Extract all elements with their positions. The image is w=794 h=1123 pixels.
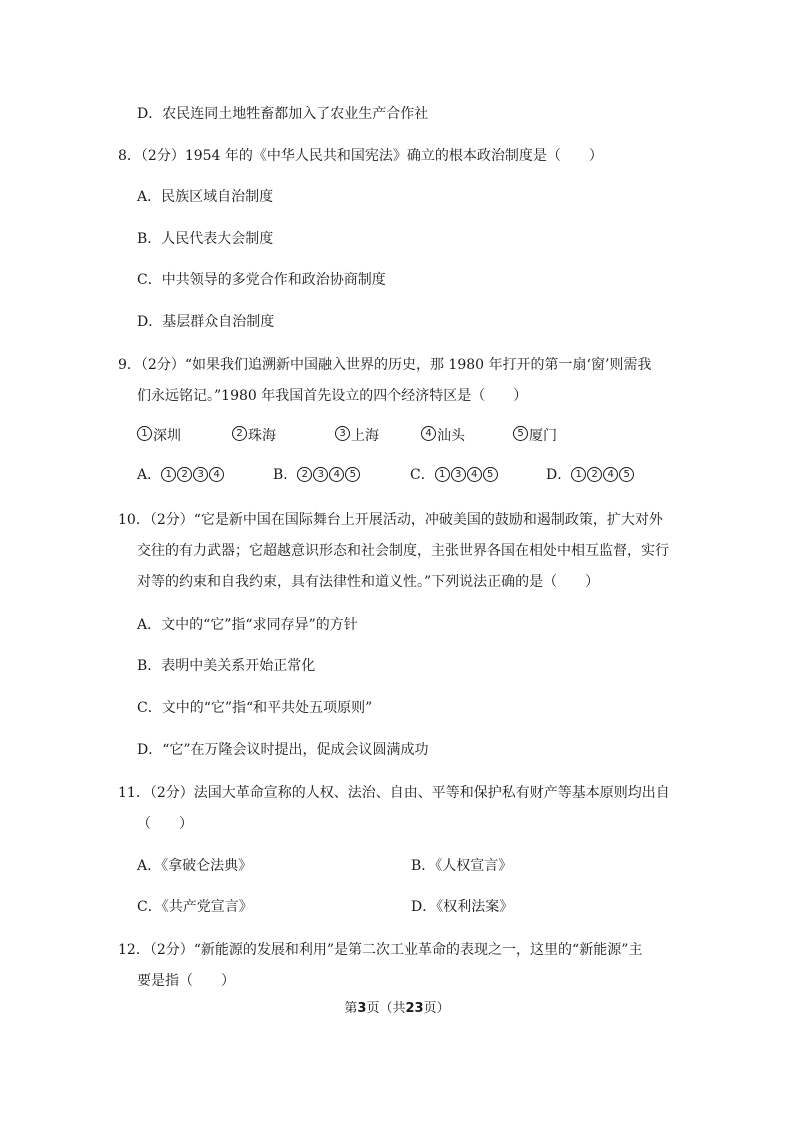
q9-item-5-name: 厦门 — [529, 428, 557, 444]
q9-option-a-num-4: 4 — [209, 467, 224, 482]
q10-option-c: C．文中的“它”指“和平共处五项原则” — [137, 700, 373, 716]
q9-stem-line-1: 9．（2分）“如果我们追溯新中国融入世界的历史，那 1980 年打开的第一扇‘窗’则需我 — [118, 357, 652, 373]
q10-option-a: A．文中的“它”指“求同存异”的方针 — [137, 617, 358, 633]
q8-option-c: C．中共领导的多党合作和政治协商制度 — [137, 272, 386, 288]
footer-total-pages: 23 — [405, 1001, 424, 1016]
q10-stem-line-3: 对等的约束和自我约束，具有法律性和道义性。”下列说法正确的是（ ） — [137, 574, 600, 590]
footer-mid: 页（共 — [366, 1001, 406, 1016]
q9-option-d-num-1: 1 — [571, 467, 586, 482]
q9-item-1 — [137, 424, 181, 446]
q10-option-b: B．表明中美关系开始正常化 — [137, 658, 316, 674]
q9-option-b-num-1: 2 — [297, 467, 312, 482]
q9-item-5 — [513, 424, 557, 446]
q9-option-a-num-2: 2 — [177, 467, 192, 482]
q9-option-a-letter: A． — [137, 467, 162, 483]
q12-stem-line-2: 要是指（ ） — [137, 973, 235, 989]
q9-option-d-num-4: 5 — [619, 467, 634, 482]
q9-stem-line-2: 们永远铭记。”1980 年我国首先设立的四个经济特区是（ ） — [137, 388, 528, 404]
q9-option-d — [546, 465, 635, 485]
q9-item-3-name: 上海 — [351, 428, 379, 444]
q11-stem-line-2: （ ） — [137, 816, 193, 832]
q9-option-d-num-2: 2 — [587, 467, 602, 482]
q9-item-2 — [232, 424, 276, 446]
q9-option-c-num-1: 1 — [435, 467, 450, 482]
footer-page-number: 3 — [357, 1001, 367, 1016]
q9-option-a-num-1: 1 — [161, 467, 176, 482]
q9-option-a — [137, 465, 225, 485]
q8-option-a: A．民族区域自治制度 — [137, 189, 274, 205]
q9-item-4-number: 4 — [421, 426, 436, 441]
q9-item-4 — [421, 424, 465, 446]
q9-option-c — [410, 465, 499, 485]
q11-stem-line-1: 11．（2分）法国大革命宣称的人权、法治、自由、平等和保护私有财产等基本原则均出自 — [118, 785, 670, 801]
q9-option-c-num-4: 5 — [483, 467, 498, 482]
q9-option-b-num-4: 5 — [345, 467, 360, 482]
q8-option-b: B．人民代表大会制度 — [137, 231, 274, 247]
q9-option-d-letter: D． — [546, 467, 572, 483]
q9-option-b-letter: B． — [273, 467, 298, 483]
q11-option-d: D．《权利法案》 — [411, 899, 514, 915]
q11-option-c: C．《共产党宣言》 — [137, 899, 253, 915]
q9-item-2-number: 2 — [232, 426, 247, 441]
q9-option-d-num-3: 4 — [603, 467, 618, 482]
q10-stem-line-2: 交往的有力武器；它超越意识形态和社会制度，主张世界各国在相处中相互监督，实行 — [137, 543, 669, 559]
q9-item-5-number: 5 — [513, 426, 528, 441]
q10-stem-line-1: 10．（2分）“它是新中国在国际舞台上开展活动，冲破美国的鼓励和遏制政策，扩大对外 — [118, 512, 663, 528]
q9-option-a-num-3: 3 — [193, 467, 208, 482]
q11-option-a: A．《拿破仑法典》 — [137, 858, 253, 874]
q9-option-b-num-3: 4 — [329, 467, 344, 482]
q9-item-1-name: 深圳 — [153, 428, 181, 444]
page-footer — [0, 1000, 794, 1018]
q9-item-1-number: 1 — [137, 426, 152, 441]
q9-option-b-num-2: 3 — [313, 467, 328, 482]
q12-stem-line-1: 12．（2分）“新能源的发展和利用”是第二次工业革命的表现之一，这里的“新能源”主 — [118, 942, 643, 958]
q8-stem: 8．（2分）1954 年的《中华人民共和国宪法》确立的根本政治制度是（ ） — [118, 148, 603, 164]
q7-option-d: D．农民连同土地牲畜都加入了农业生产合作社 — [137, 106, 429, 122]
q9-option-b — [273, 465, 361, 485]
q9-option-c-letter: C． — [410, 467, 435, 483]
footer-suffix: 页） — [423, 1001, 450, 1016]
footer-prefix: 第 — [344, 1001, 358, 1016]
q9-item-3-number: 3 — [335, 426, 350, 441]
q11-option-b: B．《人权宣言》 — [411, 858, 513, 874]
q9-option-c-num-3: 4 — [467, 467, 482, 482]
q9-item-3 — [335, 424, 379, 446]
q10-option-d: D．“它”在万隆会议时提出，促成会议圆满成功 — [137, 742, 429, 758]
q9-item-2-name: 珠海 — [248, 428, 276, 444]
q9-item-4-name: 汕头 — [437, 428, 465, 444]
q8-option-d: D．基层群众自治制度 — [137, 314, 275, 330]
q9-option-c-num-2: 3 — [451, 467, 466, 482]
